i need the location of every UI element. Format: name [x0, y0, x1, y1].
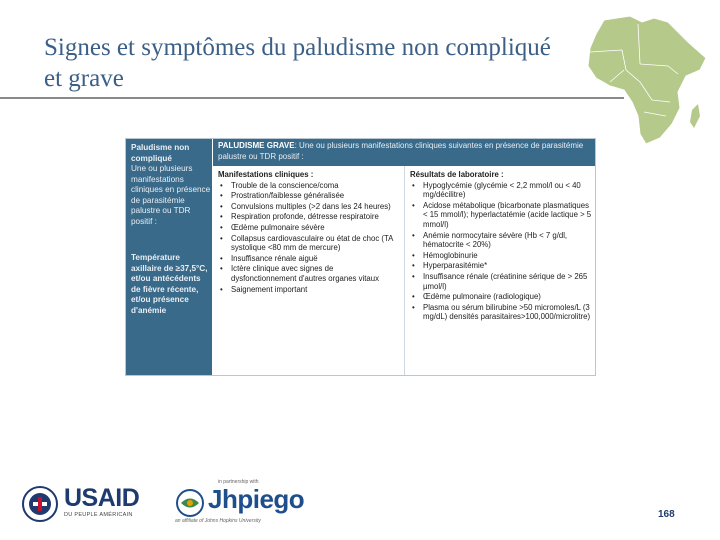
list-item-text: Plasma ou sérum bilirubine >50 micromoles/L (3 mg/dL) densités parasitaires>100,000/microlitre): [423, 302, 591, 322]
list-item-text: Œdème pulmonaire sévère: [231, 222, 325, 232]
page-number: 168: [658, 509, 675, 520]
list-item: • Prostration/faiblesse généralisée: [220, 191, 345, 201]
uncomplicated-heading: Paludisme non compliqué: [131, 143, 190, 163]
list-item-text: Hypoglycémie (glycémie < 2,2 mmol/l ou < 40 mg/décilitre): [423, 180, 581, 200]
severe-description: : Une ou plusieurs manifestations cliniques suivantes en présence de parasitémie palustre ou TDR positif :: [218, 141, 584, 161]
usaid-logo: USAID: [64, 484, 140, 512]
list-item-text: Hyperparasitémie*: [423, 261, 488, 271]
lab-heading: Résultats de laboratoire :: [410, 170, 504, 179]
list-item: • Acidose métabolique (bicarbonate plasmatiques < 15 mmol/l); hyperlactatémie (acide lactique > 5 mmol/l): [412, 200, 592, 229]
usaid-seal-icon: [22, 486, 58, 522]
severe-label: PALUDISME GRAVE: [218, 141, 295, 150]
list-item: • Convulsions multiples (>2 dans les 24 heures): [220, 201, 391, 211]
list-item: • Hyperparasitémie*: [412, 261, 488, 271]
jhpiego-top-text: in partnership with: [218, 479, 259, 485]
column-divider: [404, 166, 405, 375]
list-item: • Collapsus cardiovasculaire ou état de choc (TA systolique <80 mm de mercure): [220, 233, 393, 253]
severe-header: [213, 139, 595, 166]
list-item: • Plasma ou sérum bilirubine >50 micromoles/L (3 mg/dL) densités parasitaires>100,000/microlitre): [412, 302, 591, 322]
list-item-text: Saignement important: [231, 284, 308, 294]
jhpiego-globe-icon: [175, 488, 205, 518]
list-item-text: Trouble de la conscience/coma: [231, 180, 339, 190]
list-item: • Saignement important: [220, 284, 308, 294]
list-item: • Insuffisance rénale (créatinine sérique de > 265 µmol/l): [412, 271, 588, 291]
list-item-text: Acidose métabolique (bicarbonate plasmatiques < 15 mmol/l); hyperlactatémie (acide lactique > 5 mmol/l): [423, 200, 592, 229]
list-item-text: Insuffisance rénale (créatinine sérique de > 265 µmol/l): [423, 271, 588, 291]
clinical-list: [218, 181, 400, 295]
list-item: • Respiration profonde, détresse respiratoire: [220, 212, 379, 222]
list-item-text: Convulsions multiples (>2 dans les 24 heures): [231, 201, 391, 211]
left-column: [126, 139, 212, 375]
list-item-text: Anémie normocytaire sévère (Hb < 7 g/dl, hématocrite < 20%): [423, 230, 568, 250]
lab-results: [410, 170, 592, 323]
list-item-text: Collapsus cardiovasculaire ou état de choc (TA systolique <80 mm de mercure): [231, 233, 393, 253]
list-item: • Ictère clinique avec signes de dysfonctionnement d'autres organes vitaux: [220, 264, 379, 283]
severe-header-text: [218, 141, 590, 162]
list-item-text: Œdème pulmonaire (radiologique): [423, 292, 541, 302]
list-item: • Œdème pulmonaire (radiologique): [412, 292, 541, 302]
malaria-signs-table: [125, 138, 596, 376]
slide-title: Signes et symptômes du paludisme non compliqué et grave: [44, 34, 551, 92]
list-item: • Hypoglycémie (glycémie < 2,2 mmol/l ou < 40 mg/décilitre): [412, 180, 581, 200]
clinical-manifestations: [218, 170, 400, 295]
list-item-text: Prostration/faiblesse généralisée: [231, 191, 345, 201]
jhpiego-tagline: an affiliate of Johns Hopkins University: [175, 518, 261, 524]
list-item-text: Hémoglobinurie: [423, 250, 478, 260]
list-item: • Œdème pulmonaire sévère: [220, 222, 325, 232]
list-item: • Anémie normocytaire sévère (Hb < 7 g/dl, hématocrite < 20%): [412, 230, 568, 250]
list-item: • Hémoglobinurie: [412, 250, 478, 260]
usaid-tagline: DU PEUPLE AMÉRICAIN: [64, 512, 133, 518]
fever-criteria: Température axillaire de ≥37,5°C, et/ou antécédents de fièvre récente, et/ou présence d'anémie: [131, 253, 208, 315]
list-item: • Trouble de la conscience/coma: [220, 180, 339, 190]
africa-map-icon: [582, 12, 712, 152]
clinical-heading: Manifestations cliniques :: [218, 170, 314, 179]
jhpiego-logo: Jhpiego: [208, 484, 305, 514]
list-item-text: Respiration profonde, détresse respiratoire: [231, 212, 379, 222]
list-item-text: Insuffisance rénale aiguë: [231, 253, 318, 263]
lab-list: [410, 181, 592, 322]
list-item-text: Ictère clinique avec signes de dysfonctionnement d'autres organes vitaux: [231, 264, 379, 283]
title-rule: [0, 97, 624, 99]
uncomplicated-description: Une ou plusieurs manifestations cliniques en présence de parasitémie palustre ou TDR positif :: [131, 164, 211, 226]
list-item: • Insuffisance rénale aiguë: [220, 253, 318, 263]
